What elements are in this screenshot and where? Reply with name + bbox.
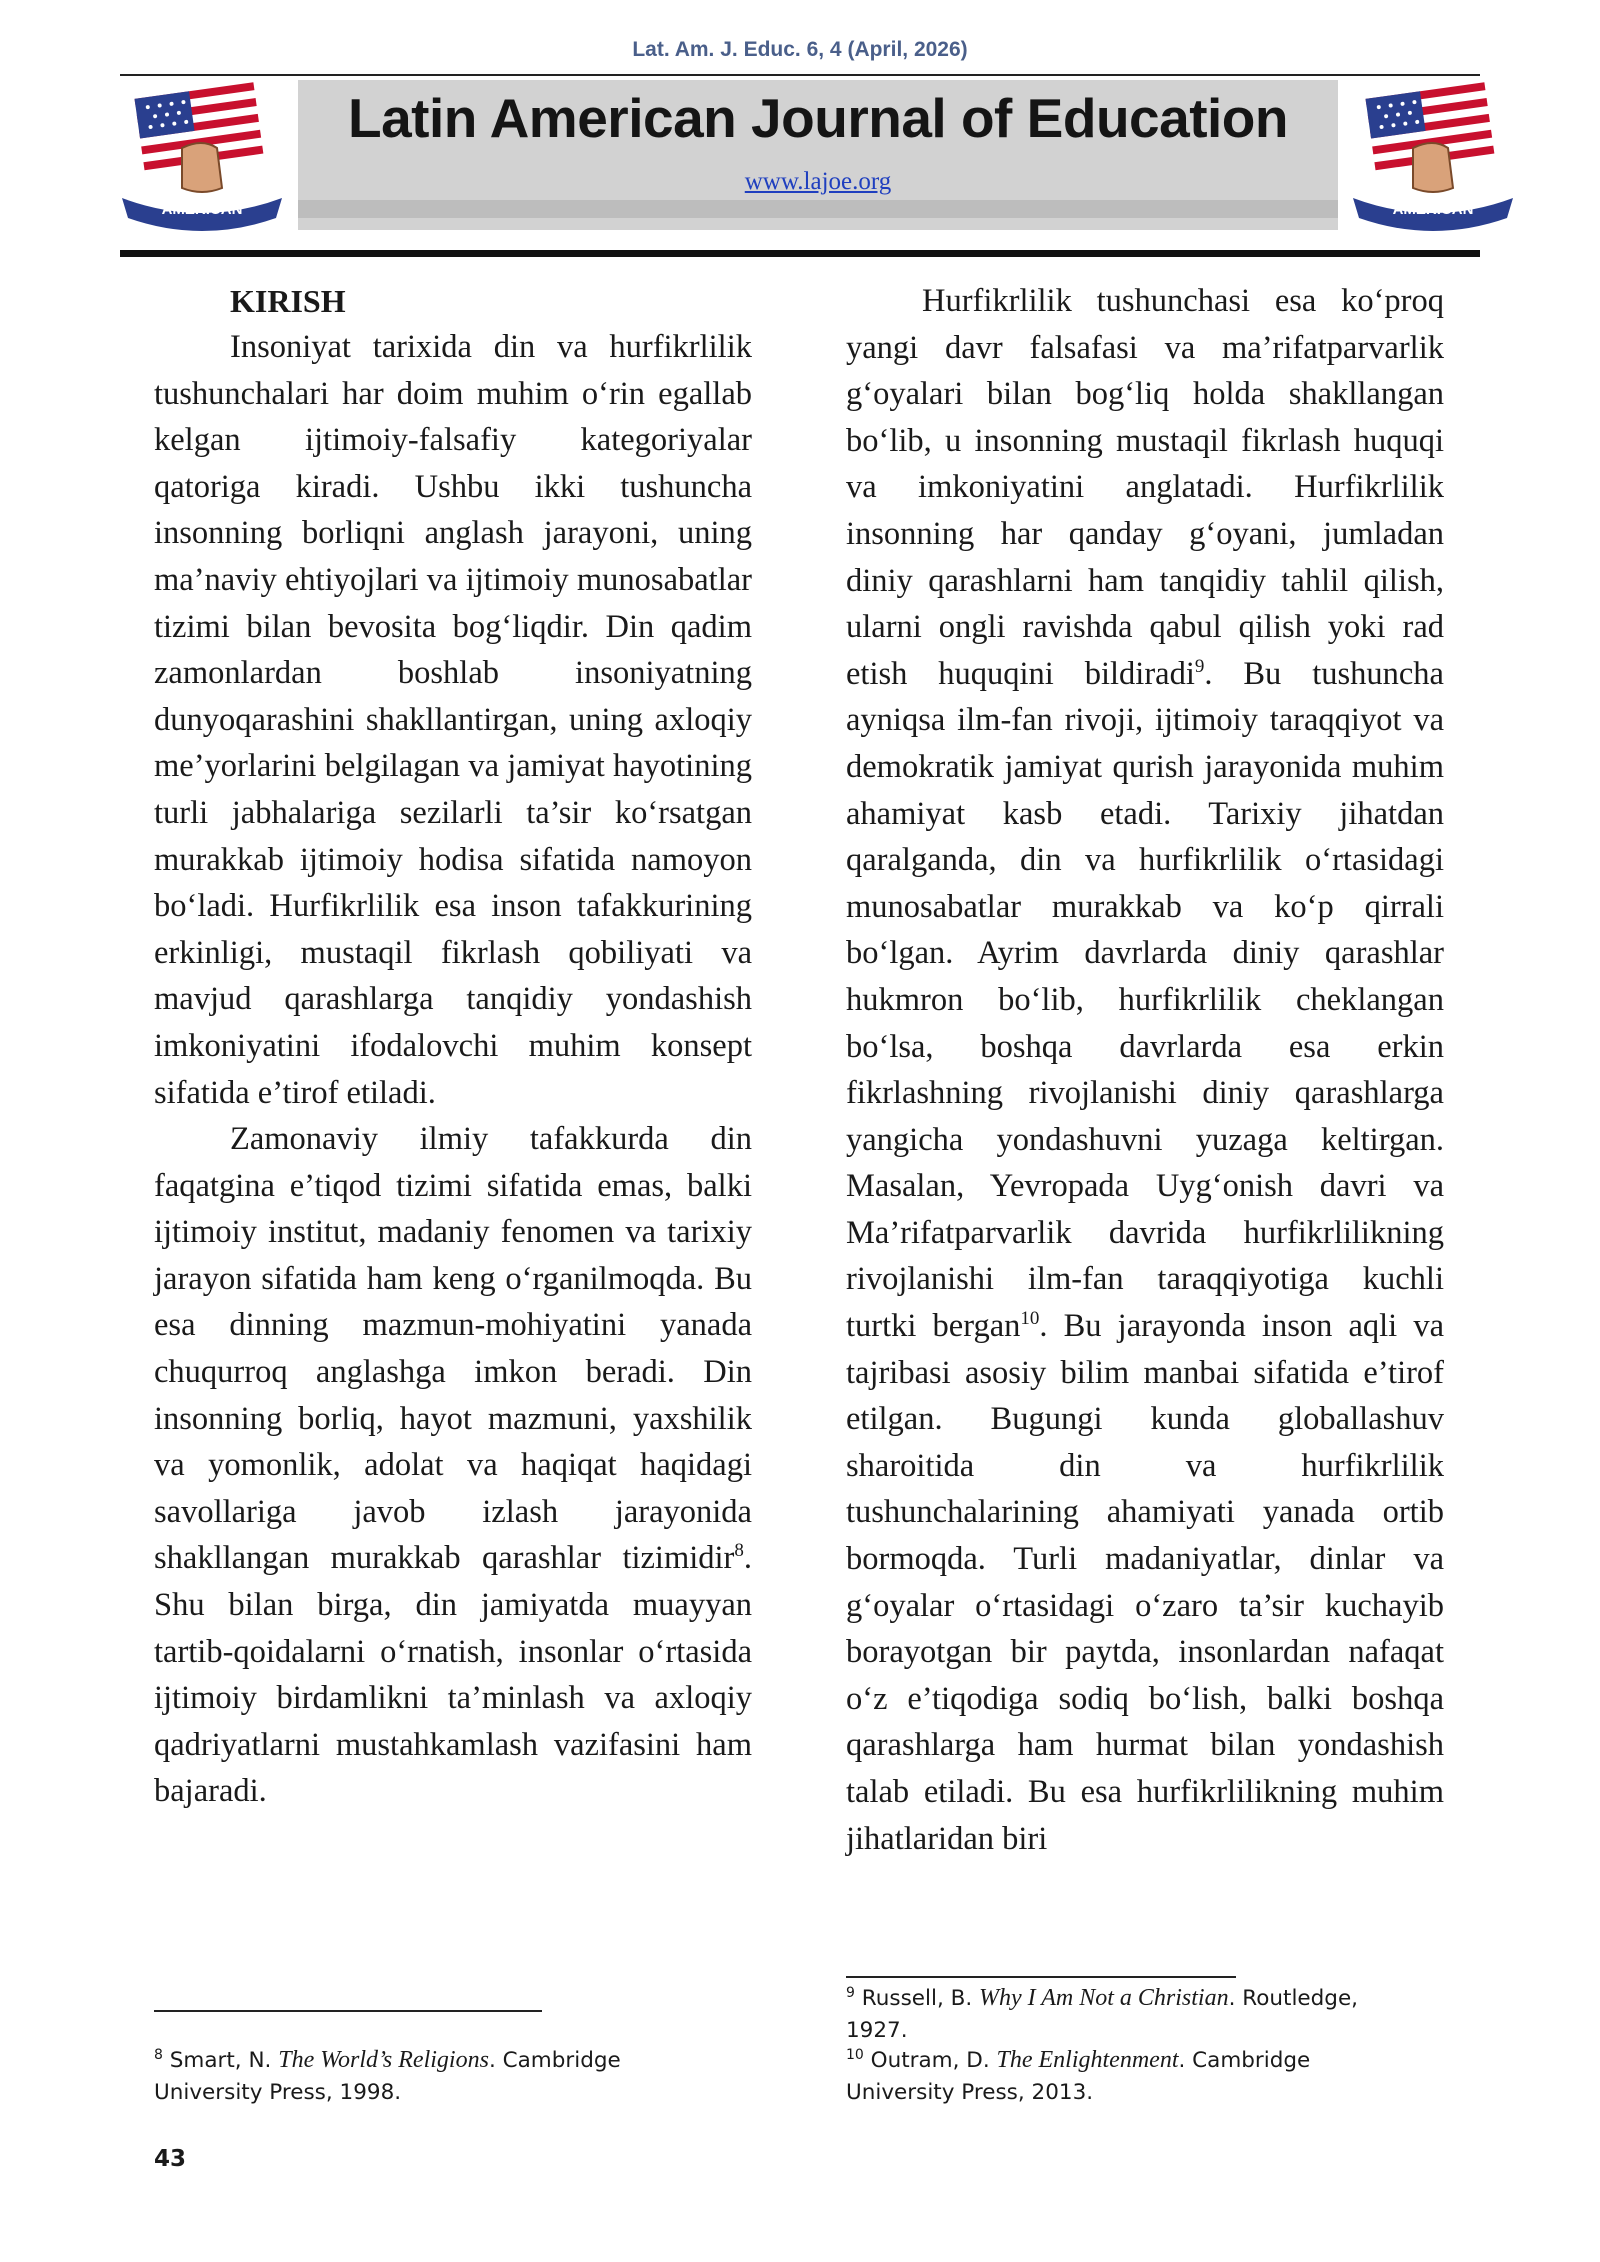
- footnote-8: $^8$ Smart, N. The World’s Religions. Cambridge University Press, 1998.: [154, 2046, 621, 2105]
- banner-shadow: [298, 200, 1338, 218]
- footnote-ref-8[interactable]: 8: [734, 1540, 744, 1562]
- header-rule-top: [120, 74, 1480, 76]
- paragraph-intro: Insoniyat tarixida din va hurfikrlilik tushunchalari har doim muhim o‘rin egallab kelgan ijtimoiy-falsafiy kategoriyalar qatoriga kiradi. Ushbu ikki tushuncha insonning borliqni anglash jarayoni, uning ma’naviy ehtiyojlari va ijtimoiy munosabatlar tizimi bilan bevosita bog‘liqdir. Din qadim zamonlardan boshlab insoniyatning dunyoqarashini shakllantirgan, uning axloqiy me’yorlarini belgilagan va jamiyat hayotining turli jabhalariga sezilarli ta’sir ko‘rsatgan murakkab ijtimoiy hodisa sifatida namoyon bo‘ladi. Hurfikrlilik esa inson tafakkurining erkinligi, mustaqil fikrlash qobiliyati va mavjud qarashlarga tanqidiy yondashish imkoniyatini ifodalovchi muhim konsept sifatida e’tirof etiladi.: [154, 329, 752, 1111]
- footnote-ref-10[interactable]: 10: [1020, 1308, 1040, 1330]
- logo-text-left: AMERICAN: [161, 201, 243, 218]
- footnote-rule-left: [154, 2010, 542, 2012]
- page-number: 43: [154, 2146, 187, 2172]
- footnote-ref-9[interactable]: 9: [1194, 655, 1205, 677]
- journal-citation: Lat. Am. J. Educ. 6, 4 (April, 2026): [632, 38, 968, 61]
- footnote-9: $^9$ Russell, B. Why I Am Not a Christian. Routledge, 1927.: [846, 1984, 1359, 2043]
- logo-text-right: AMERICAN: [1392, 201, 1474, 218]
- journal-url-link[interactable]: www.lajoe.org: [744, 168, 892, 195]
- american-flag-logo-right: [1343, 78, 1523, 248]
- left-column: [154, 278, 752, 1815]
- footnote-rule-right: [846, 1976, 1236, 1978]
- american-flag-logo-left: [112, 78, 292, 248]
- journal-title: Latin American Journal of Education: [347, 87, 1289, 149]
- section-heading: KIRISH: [230, 283, 346, 319]
- paragraph-modern-thought: Zamonaviy ilmiy tafakkurda din faqatgina e’tiqod tizimi sifatida emas, balki ijtimoiy institut, madaniy fenomen va tarixiy jarayon sifatida ham keng o‘rganilmoqda. Bu esa dinning mazmun-mohiyatini yanada chuqurroq anglashga imkon beradi. Din insonning borliq, hayot mazmuni, yaxshilik va yomonlik, adolat va haqiqat haqidagi savollariga javob izlash jarayonida shakllangan murakkab qarashlar tizimidir$^8$. Shu bilan birga, din jamiyatda muayyan tartib-qoidalarni o‘rnatish, insonlar o‘rtasida ijtimoiy birdamlikni ta’minlash va axloqiy qadriyatlarni mustahkamlash vazifasini ham bajaradi.: [154, 1121, 752, 1810]
- footnote-10: $^{10}$ Outram, D. The Enlightenment. Cambridge University Press, 2013.: [846, 2046, 1311, 2105]
- header-rule-bottom: [120, 250, 1480, 257]
- right-column: [846, 278, 1444, 1862]
- paragraph-freethinking: Hurfikrlilik tushunchasi esa ko‘proq yangi davr falsafasi va ma’rifatparvarlik g‘oyalari bilan bog‘liq holda shakllangan bo‘lib, u insonning mustaqil fikrlash huquqi va imkoniyatini anglatadi. Hurfikrlilik insonning har qanday g‘oyani, jumladan diniy qarashlarni ham tanqidiy tahlil qilish, ularni ongli ravishda qabul qilish yoki rad etish huquqini bildiradi$^9$. Bu tushuncha ayniqsa ilm-fan rivoji, ijtimoiy taraqqiyot va demokratik jamiyat qurish jarayonida muhim ahamiyat kasb etadi. Tarixiy jihatdan qaralganda, din va hurfikrlilik o‘rtasidagi munosabatlar murakkab va ko‘p qirrali bo‘lgan. Ayrim davrlarda diniy qarashlar hukmron bo‘lib, hurfikrlilik cheklangan bo‘lsa, boshqa davrlarda esa erkin fikrlashning rivojlanishi diniy qarashlarga yangicha yondashuvni yuzaga keltirgan. Masalan, Yevropada Uyg‘onish davri va Ma’rifatparvarlik davrida hurfikrlilikning rivojlanishi ilm-fan taraqqiyotiga kuchli turtki bergan$^{10}$. Bu jarayonda inson aqli va tajribasi asosiy bilim manbai sifatida e’tirof etilgan. Bugungi kunda globallashuv sharoitida din va hurfikrlilik tushunchalarining ahamiyati yanada ortib bormoqda. Turli madaniyatlar, dinlar va g‘oyalar o‘rtasidagi o‘zaro ta’sir kuchayib borayotgan bir paytda, insonlardan nafaqat o‘z e’tiqodiga sodiq bo‘lish, balki boshqa qarashlarga ham hurmat bilan yondashish talab etiladi. Bu esa hurfikrlilikning muhim jihatlaridan biri: [846, 283, 1444, 1857]
